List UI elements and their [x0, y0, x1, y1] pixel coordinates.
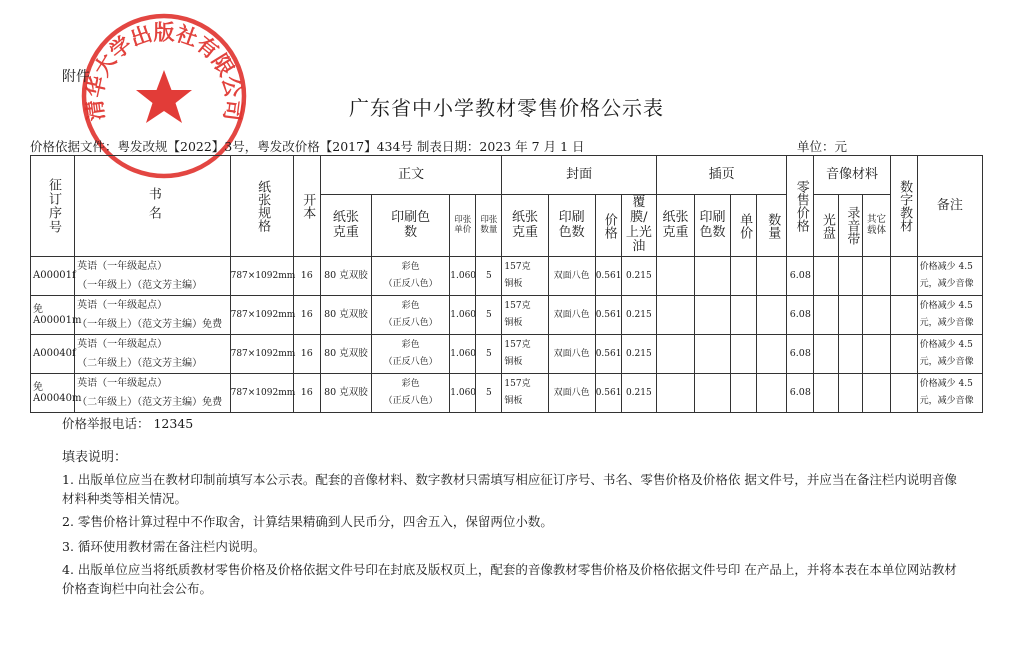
cover-paper-cell — [502, 257, 548, 296]
header-cover-print-colors: 印刷色数 — [548, 195, 595, 257]
insert-quantity-cell — [757, 296, 787, 335]
insert-unit-price-cell — [731, 257, 757, 296]
table-row — [31, 335, 983, 374]
av-disc-cell — [814, 257, 839, 296]
table-row — [31, 257, 983, 296]
insert-quantity-cell — [757, 335, 787, 374]
book-name-line1: 英语（一年级起点） — [77, 339, 168, 350]
body-colors-cell — [372, 374, 450, 413]
cover-colors-cell: 双面八色 — [548, 374, 595, 413]
price-report-phone: 价格举报电话： 12345 — [62, 416, 194, 431]
header-format: 开本 — [293, 156, 320, 257]
page-title: 广东省中小学教材零售价格公示表 — [349, 96, 664, 120]
header-body-sheet-count: 印张数量 — [476, 195, 502, 257]
insert-colors-cell — [695, 296, 731, 335]
book-name-line2: （一年级上）（范文芳主编）免费 — [77, 319, 223, 330]
remark-line1: 价格减少 4.5 — [919, 339, 973, 350]
insert-paper-cell — [656, 335, 694, 374]
body-sheets-cell: 5 — [476, 374, 502, 413]
header-body-group: 正文 — [320, 156, 502, 195]
header-insert-paper-weight: 纸张克重 — [656, 195, 694, 257]
insert-quantity-cell — [757, 374, 787, 413]
header-body-paper-weight: 纸张克重 — [320, 195, 371, 257]
remark-line1: 价格减少 4.5 — [919, 378, 973, 389]
remarks-cell — [917, 374, 982, 413]
instructions-title: 填表说明： — [62, 450, 128, 465]
price-table — [30, 155, 983, 413]
insert-paper-cell — [656, 257, 694, 296]
format-cell: 16 — [293, 335, 320, 374]
body-colors-cell — [372, 296, 450, 335]
retail-price-cell: 6.08 — [787, 374, 814, 413]
book-name-cell — [75, 296, 230, 335]
book-name-line1: 英语（一年级起点） — [77, 378, 168, 389]
price-basis-line: 价格依据文件：粤发改规【2022】3号，粤发改价格【2017】434号 制表日期：2023 年 7 月 1 日 — [30, 139, 585, 154]
cover-paper-cell — [502, 335, 548, 374]
seal-text: 清华大学出版社有限公司 — [82, 20, 246, 123]
header-av-disc: 光盘 — [814, 195, 839, 257]
header-cover-price: 价格 — [595, 195, 621, 257]
header-insert-group: 插页 — [656, 156, 786, 195]
unit-label: 单位：元 — [797, 139, 848, 154]
body-colors-line1: 彩色 — [401, 300, 420, 311]
header-remarks: 备注 — [917, 156, 982, 257]
attachment-label: 附件 — [62, 69, 90, 85]
cover-lamination-cell: 0.215 — [621, 335, 656, 374]
remarks-cell — [917, 257, 982, 296]
cover-paper-line1: 157克 — [504, 378, 531, 389]
header-cover-paper-weight: 纸张克重 — [502, 195, 548, 257]
header-insert-quantity: 数量 — [757, 195, 787, 257]
av-other-cell — [863, 296, 890, 335]
cover-paper-line1: 157克 — [504, 339, 531, 350]
header-insert-unit-price: 单价 — [731, 195, 757, 257]
book-name-line2: （一年级上）（范文芳主编） — [77, 280, 203, 291]
cover-colors-cell: 双面八色 — [548, 296, 595, 335]
cover-paper-line1: 157克 — [504, 300, 531, 311]
cover-price-cell: 0.561 — [595, 257, 621, 296]
header-paper-size: 纸张规格 — [230, 156, 293, 257]
order-code: A00040f — [31, 335, 75, 374]
body-unit-price-cell: 1.060 — [450, 296, 476, 335]
paper-size-cell: 787×1092mm — [230, 335, 293, 374]
cover-paper-line2: 铜板 — [504, 279, 523, 289]
format-cell: 16 — [293, 374, 320, 413]
insert-unit-price-cell — [731, 296, 757, 335]
remark-line2: 元，减少音像 — [919, 318, 974, 328]
body-colors-line2: （正反八色） — [383, 318, 438, 328]
digital-cell — [890, 374, 917, 413]
body-colors-line1: 彩色 — [401, 261, 420, 272]
av-disc-cell — [814, 374, 839, 413]
insert-paper-cell — [656, 374, 694, 413]
header-insert-print-colors: 印刷色数 — [695, 195, 731, 257]
order-code: 免A00040m — [31, 374, 75, 413]
cover-colors-cell: 双面八色 — [548, 257, 595, 296]
remarks-cell — [917, 335, 982, 374]
header-cover-group: 封面 — [502, 156, 656, 195]
body-colors-line1: 彩色 — [401, 378, 420, 389]
order-code: 免A00001m — [31, 296, 75, 335]
body-paper-cell: 80 克双胶 — [320, 335, 371, 374]
insert-unit-price-cell — [731, 374, 757, 413]
av-tape-cell — [839, 257, 863, 296]
remark-line2: 元，减少音像 — [919, 279, 974, 289]
body-colors-line2: （正反八色） — [383, 396, 438, 406]
book-name-line2: （二年级上）（范文芳主编） — [77, 358, 203, 369]
av-tape-cell — [839, 335, 863, 374]
cover-lamination-cell: 0.215 — [621, 374, 656, 413]
remark-line1: 价格减少 4.5 — [919, 300, 973, 311]
header-order-no: 征订序号 — [31, 156, 75, 257]
header-body-print-colors: 印刷色数 — [372, 195, 450, 257]
remark-line2: 元，减少音像 — [919, 396, 974, 406]
body-unit-price-cell: 1.060 — [450, 335, 476, 374]
cover-paper-line2: 铜板 — [504, 357, 523, 367]
body-colors-line1: 彩色 — [401, 339, 420, 350]
digital-cell — [890, 296, 917, 335]
body-sheets-cell: 5 — [476, 296, 502, 335]
header-retail-price: 零售价格 — [787, 156, 814, 257]
av-tape-cell — [839, 296, 863, 335]
header-av-tape: 录音带 — [839, 195, 863, 257]
book-name-line2: （二年级上）（范文芳主编）免费 — [77, 397, 223, 408]
body-colors-cell — [372, 335, 450, 374]
header-digital: 数字教材 — [890, 156, 917, 257]
body-colors-line2: （正反八色） — [383, 279, 438, 289]
cover-price-cell: 0.561 — [595, 296, 621, 335]
body-unit-price-cell: 1.060 — [450, 374, 476, 413]
insert-quantity-cell — [757, 257, 787, 296]
cover-price-cell: 0.561 — [595, 335, 621, 374]
cover-lamination-cell: 0.215 — [621, 296, 656, 335]
paper-size-cell: 787×1092mm — [230, 296, 293, 335]
body-paper-cell: 80 克双胶 — [320, 257, 371, 296]
digital-cell — [890, 335, 917, 374]
paper-size-cell: 787×1092mm — [230, 257, 293, 296]
header-book-name: 书名 — [75, 156, 230, 257]
header-av-group: 音像材料 — [814, 156, 890, 195]
av-other-cell — [863, 374, 890, 413]
cover-colors-cell: 双面八色 — [548, 335, 595, 374]
body-sheets-cell: 5 — [476, 335, 502, 374]
instruction-item-3: 3. 循环使用教材需在备注栏内说明。 — [62, 539, 266, 554]
cover-paper-line1: 157克 — [504, 261, 531, 272]
format-cell: 16 — [293, 296, 320, 335]
retail-price-cell: 6.08 — [787, 257, 814, 296]
body-paper-cell: 80 克双胶 — [320, 296, 371, 335]
header-body-unit-price: 印张单价 — [450, 195, 476, 257]
retail-price-cell: 6.08 — [787, 335, 814, 374]
cover-lamination-cell: 0.215 — [621, 257, 656, 296]
cover-paper-cell — [502, 374, 548, 413]
paper-size-cell: 787×1092mm — [230, 374, 293, 413]
insert-unit-price-cell — [731, 335, 757, 374]
cover-paper-cell — [502, 296, 548, 335]
instruction-item-2: 2. 零售价格计算过程中不作取舍，计算结果精确到人民币分，四舍五入，保留两位小数。 — [62, 514, 553, 529]
insert-colors-cell — [695, 335, 731, 374]
retail-price-cell: 6.08 — [787, 296, 814, 335]
cover-paper-line2: 铜板 — [504, 318, 523, 328]
order-code: A00001f — [31, 257, 75, 296]
insert-paper-cell — [656, 296, 694, 335]
cover-price-cell: 0.561 — [595, 374, 621, 413]
insert-colors-cell — [695, 257, 731, 296]
header-cover-lamination: 覆膜/上光油 — [621, 195, 656, 257]
table-row — [31, 296, 983, 335]
remarks-cell — [917, 296, 982, 335]
body-sheets-cell: 5 — [476, 257, 502, 296]
book-name-line1: 英语（一年级起点） — [77, 300, 168, 311]
body-colors-cell — [372, 257, 450, 296]
format-cell: 16 — [293, 257, 320, 296]
body-paper-cell: 80 克双胶 — [320, 374, 371, 413]
header-av-other: 其它载体 — [863, 195, 890, 257]
book-name-line1: 英语（一年级起点） — [77, 261, 168, 272]
av-disc-cell — [814, 335, 839, 374]
digital-cell — [890, 257, 917, 296]
instruction-item-1: 1. 出版单位应当在教材印制前填写本公示表。配套的音像材料、数字教材只需填写相应征订序号、书名、零售价格及价格依 据文件号，并应当在备注栏内说明音像材料种类等相关情况。 — [62, 472, 957, 507]
av-other-cell — [863, 335, 890, 374]
remark-line2: 元，减少音像 — [919, 357, 974, 367]
insert-colors-cell — [695, 374, 731, 413]
cover-paper-line2: 铜板 — [504, 396, 523, 406]
av-tape-cell — [839, 374, 863, 413]
book-name-cell — [75, 374, 230, 413]
table-row — [31, 374, 983, 413]
book-name-cell — [75, 257, 230, 296]
instruction-item-4: 4. 出版单位应当将纸质教材零售价格及价格依据文件号印在封底及版权页上，配套的音像教材零售价格及价格依据文件号印 在产品上，并将本表在本单位网站教材价格查询栏中向社会公布。 — [62, 562, 957, 597]
av-disc-cell — [814, 296, 839, 335]
body-colors-line2: （正反八色） — [383, 357, 438, 367]
book-name-cell — [75, 335, 230, 374]
body-unit-price-cell: 1.060 — [450, 257, 476, 296]
remark-line1: 价格减少 4.5 — [919, 261, 973, 272]
av-other-cell — [863, 257, 890, 296]
